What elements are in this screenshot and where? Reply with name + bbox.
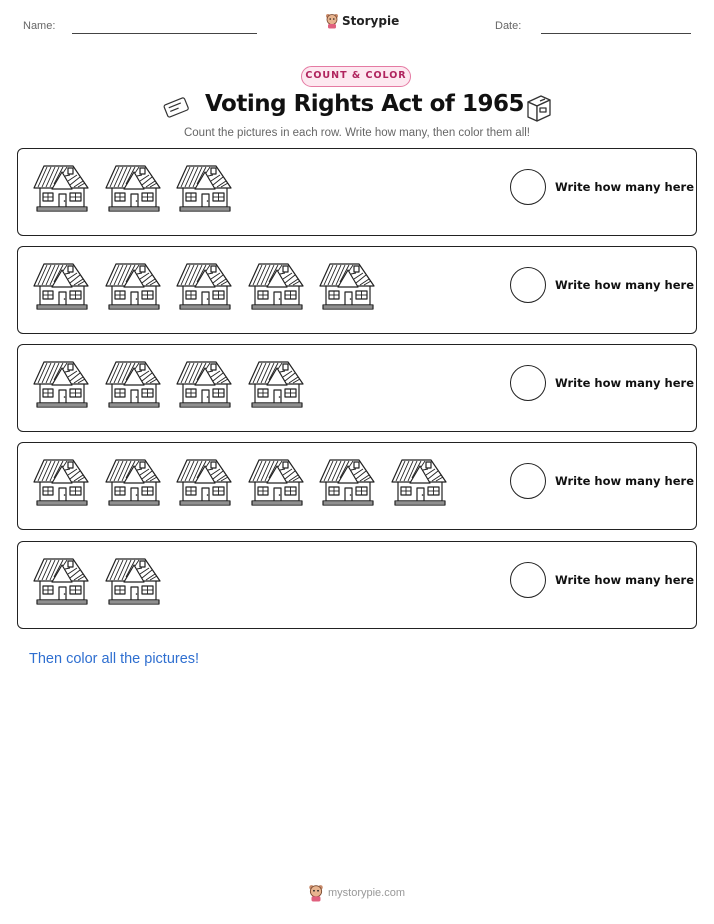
color-instruction: Then color all the pictures! [29, 651, 200, 667]
house-icon [175, 359, 235, 409]
instructions: Count the pictures in each row. Write how many, then color them all! [183, 127, 531, 139]
house-icon [318, 457, 378, 507]
house-icon [247, 457, 307, 507]
answer-label: Write how many here [555, 376, 694, 390]
house-icon [32, 163, 92, 213]
house-icon [175, 163, 235, 213]
house-icon [104, 261, 164, 311]
name-line [72, 33, 257, 34]
picture-group [32, 261, 390, 311]
answer-label: Write how many here [555, 278, 694, 292]
answer-label: Write how many here [555, 474, 694, 488]
house-icon [247, 261, 307, 311]
house-icon [32, 359, 92, 409]
footer-url: mystorypie.com [328, 887, 406, 899]
answer-circle[interactable] [510, 169, 546, 205]
brand-name: Storypie [342, 14, 400, 28]
house-icon [32, 261, 92, 311]
storypie-mascot-icon [308, 884, 324, 902]
category-badge: COUNT & COLOR [301, 66, 411, 87]
house-icon [390, 457, 450, 507]
picture-group [32, 457, 461, 507]
brand-logo [325, 13, 399, 29]
house-icon [175, 457, 235, 507]
house-icon [247, 359, 307, 409]
picture-group [32, 163, 247, 213]
ballot-card-icon [160, 95, 192, 119]
count-row [17, 344, 697, 432]
answer-circle[interactable] [510, 365, 546, 401]
date-line [541, 33, 691, 34]
house-icon [104, 359, 164, 409]
count-row [17, 541, 697, 629]
picture-group [32, 556, 175, 606]
answer-circle[interactable] [510, 463, 546, 499]
answer-circle[interactable] [510, 267, 546, 303]
house-icon [318, 261, 378, 311]
answer-label: Write how many here [555, 573, 694, 587]
count-row [17, 148, 697, 236]
count-row [17, 246, 697, 334]
house-icon [104, 556, 164, 606]
house-icon [175, 261, 235, 311]
picture-group [32, 359, 318, 409]
date-label: Date: [495, 20, 522, 32]
house-icon [104, 163, 164, 213]
house-icon [32, 556, 92, 606]
answer-label: Write how many here [555, 180, 694, 194]
count-row [17, 442, 697, 530]
page-title: Voting Rights Act of 1965 [205, 91, 524, 117]
name-label: Name: [23, 20, 56, 32]
house-icon [32, 457, 92, 507]
answer-circle[interactable] [510, 562, 546, 598]
storypie-mascot-icon [325, 13, 339, 29]
footer [308, 884, 405, 902]
ballot-box-icon [521, 90, 555, 124]
house-icon [104, 457, 164, 507]
